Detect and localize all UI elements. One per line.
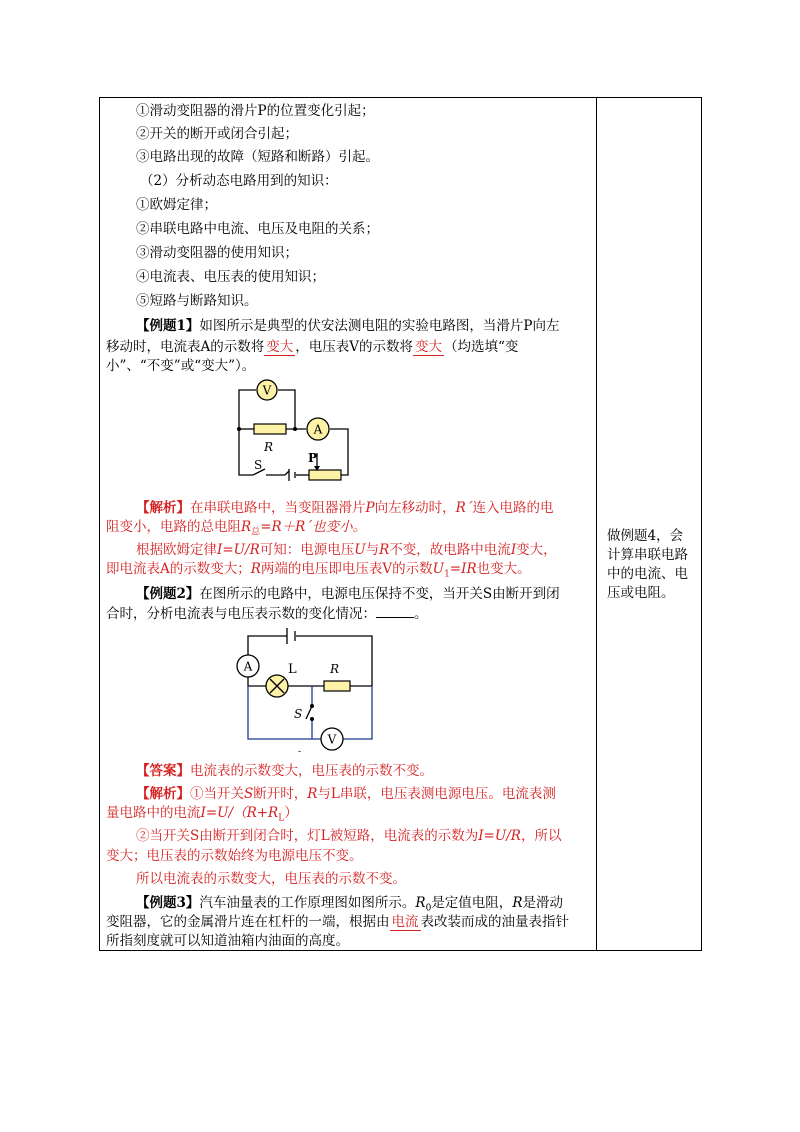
ex2-circuit-diagram [232, 622, 382, 757]
slider-label: P [308, 451, 318, 465]
list-item: ④电流表、电压表的使用知识； [136, 269, 325, 285]
note-line: 中的电流、电 [607, 566, 688, 582]
list-item: ①欧姆定律； [136, 197, 217, 213]
voltmeter-label: V [327, 732, 337, 747]
note-line: 计算串联电路 [607, 547, 688, 563]
resistor-icon [254, 424, 286, 434]
answer-blank [376, 605, 414, 618]
resistor-icon [324, 681, 350, 691]
ex1-answer1: 变大 [266, 339, 294, 355]
ex3-line1: 【例题3】汽车油量表的工作原理图如图所示。$R_0$是定值电阻，R是滑动 [136, 895, 563, 914]
ammeter-label: A [313, 422, 323, 437]
ex2-analysis-line1: 【解析】①当开关S断开时，R与L串联，电压表测电源电压。电流表测 [136, 786, 556, 802]
list-item: ③电路出现的故障（短路和断路）引起。 [136, 149, 379, 165]
list-item: ②串联电路中电流、电压及电阻的关系； [136, 221, 379, 237]
ex2-line1: 【例题2】在图所示的电路中，电源电压保持不变，当开关S由断开到闭 [136, 586, 560, 602]
ex3-answer: 电流 [391, 914, 419, 930]
ex1-analysis-line3: 根据欧姆定律I=U/R可知：电源电压U与R不变，故电路中电流I变大， [136, 542, 557, 558]
ex1-circuit-diagram [225, 373, 365, 488]
ex2-analysis-line4: 变大；电压表的示数始终为电源电压不变。 [106, 848, 363, 864]
note-line: 压或电阻。 [607, 585, 675, 601]
lamp-label: L [288, 662, 297, 677]
rheostat-icon [309, 470, 341, 480]
list-item: ⑤短路与断路知识。 [136, 293, 258, 309]
ammeter-label: A [243, 659, 253, 674]
switch-label: S [294, 707, 303, 721]
voltmeter-label: V [262, 383, 272, 398]
list-item: ①滑动变阻器的滑片P的位置变化引起； [136, 103, 375, 119]
ex2-analysis-line3: ②当开关S由断开到闭合时，灯L被短路，电流表的示数为I=U/R，所以 [136, 828, 562, 844]
ex3-line3: 所指刻度就可以知道油箱内油面的高度。 [106, 933, 349, 949]
list-item: （2）分析动态电路用到的知识： [140, 173, 338, 189]
figure-mark: - [298, 747, 302, 757]
ex1-answer2: 变大 [415, 339, 442, 355]
ex2-answer: 【答案】电流表的示数变大，电压表的示数不变。 [136, 763, 433, 779]
switch-label: S [254, 458, 263, 472]
ex1-line2: 移动时，电流表A的示数将 变大 ，电压表V的示数将 变大 （均选填“变 [106, 339, 519, 355]
ex1-analysis-line4: 即电流表A的示数变大；R两端的电压即电压表V的示数$U_1=IR$也变大。 [106, 561, 531, 580]
column-divider [596, 98, 597, 950]
ex1-analysis-line2: 阻变小，电路的总电阻$R_总=R+R´$也变小。 [106, 519, 367, 538]
list-item: ③滑动变阻器的使用知识； [136, 245, 298, 261]
ex2-line2: 合时，分析电流表与电压表示数的变化情况： 。 [106, 606, 428, 622]
ex3-line2: 变阻器，它的金属滑片连在杠杆的一端，根据由 电流 表改装而成的油量表指针 [106, 914, 569, 930]
resistor-label: R [264, 440, 274, 454]
ex1-line1: 【例题1】如图所示是典型的伏安法测电阻的实验电路图，当滑片P向左 [136, 318, 560, 334]
ex1-analysis-line1: 【解析】在串联电路中，当变阻器滑片P向左移动时，R´连入电路的电 [136, 500, 554, 516]
ex2-analysis-line2: 量电路中的电流$I=U/(R+R_L)$ [106, 805, 298, 824]
note-line: 做例题4，会 [607, 528, 684, 544]
list-item: ②开关的断开或闭合引起； [136, 126, 298, 142]
ex1-line3: 小”、“不变”或“变大”）。 [106, 358, 256, 374]
resistor-label: R [330, 662, 340, 676]
ex2-conclusion: 所以电流表的示数变大，电压表的示数不变。 [136, 871, 406, 887]
lesson-table [99, 97, 702, 951]
